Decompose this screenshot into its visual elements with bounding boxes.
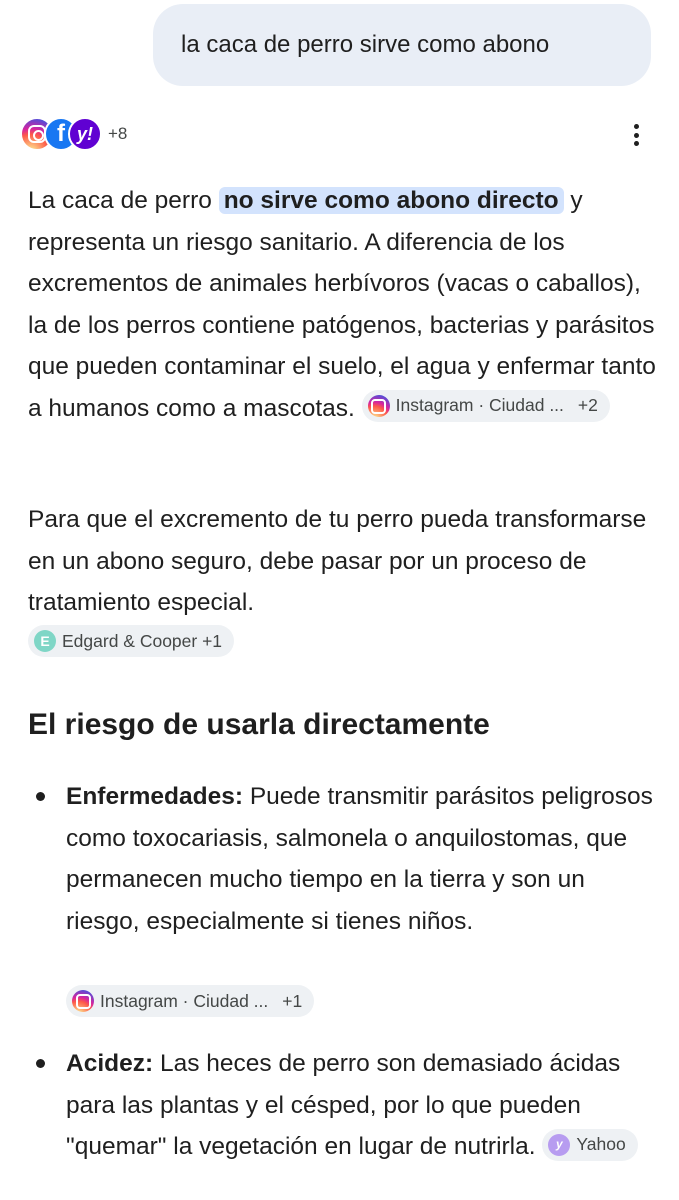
para1-rest: y representa un riesgo sanitario. A diferencia de los excrementos de animales herbívoros (vacas o caballos), la de los perros contiene patógenos, bacterias y parásitos que pueden contaminar el suelo, el agua y enfermar tanto a humanos como a mascotas. bbox=[28, 187, 656, 422]
chip-label: Edgard & Cooper +1 bbox=[62, 630, 223, 651]
answer-paragraph-1 bbox=[28, 180, 658, 429]
para2-text: Para que el excremento de tu perro pueda transformarse en un abono seguro, debe pasar por un proceso de tratamiento especial. bbox=[28, 506, 647, 616]
user-query-bubble[interactable] bbox=[153, 4, 651, 86]
chip-label: Instagram · Ciudad ... bbox=[100, 990, 269, 1011]
edgard-cooper-icon: E bbox=[34, 630, 56, 652]
instagram-icon bbox=[368, 395, 390, 417]
yahoo-icon: y bbox=[548, 1134, 570, 1156]
source-chip-instagram[interactable] bbox=[362, 390, 610, 422]
source-chip-edgard-cooper-wrap bbox=[28, 628, 234, 660]
chip-label: Yahoo bbox=[576, 1133, 626, 1154]
answer-paragraph-2 bbox=[28, 499, 658, 624]
bullet-1-chip-wrap bbox=[66, 988, 314, 1020]
highlighted-answer: no sirve como abono directo bbox=[219, 187, 564, 214]
section-heading: El riesgo de usarla directamente bbox=[28, 708, 490, 741]
user-query-text: la caca de perro sirve como abono bbox=[181, 31, 550, 58]
source-chip-yahoo[interactable] bbox=[542, 1129, 637, 1161]
para1-lead: La caca de perro bbox=[28, 187, 219, 214]
bullet-enfermedades bbox=[28, 776, 658, 942]
bullet-text: Las heces de perro son demasiado ácidas para las plantas y el césped, por lo que pueden "quemar" la vegetación en lugar de nutrirla. bbox=[66, 1050, 621, 1160]
bullet-text: Puede transmitir parásitos peligrosos como toxocariasis, salmonela o anquilostomas, que permanecen mucho tiempo en la tierra y son un riesgo, especialmente si tienes niños. bbox=[66, 783, 653, 935]
bullet-title: Enfermedades: bbox=[66, 783, 244, 810]
more-options-icon[interactable] bbox=[626, 120, 646, 150]
more-sources-count: +8 bbox=[108, 124, 128, 143]
sources-row[interactable] bbox=[20, 114, 127, 154]
bottom-fade bbox=[0, 1160, 679, 1200]
yahoo-icon: y! bbox=[68, 117, 102, 151]
source-chip-edgard-cooper[interactable] bbox=[28, 625, 234, 657]
chip-plus-count: +2 bbox=[577, 395, 598, 416]
chip-label: Instagram · Ciudad ... bbox=[395, 395, 564, 416]
chip-plus-count: +1 bbox=[282, 990, 303, 1011]
bullet-dot bbox=[36, 792, 45, 801]
instagram-icon bbox=[72, 990, 94, 1012]
source-chip-instagram[interactable] bbox=[66, 985, 314, 1017]
bullet-title: Acidez: bbox=[66, 1050, 154, 1077]
bullet-dot bbox=[36, 1059, 45, 1068]
bullet-acidez bbox=[28, 1043, 658, 1168]
facebook-icon: f bbox=[44, 117, 78, 151]
